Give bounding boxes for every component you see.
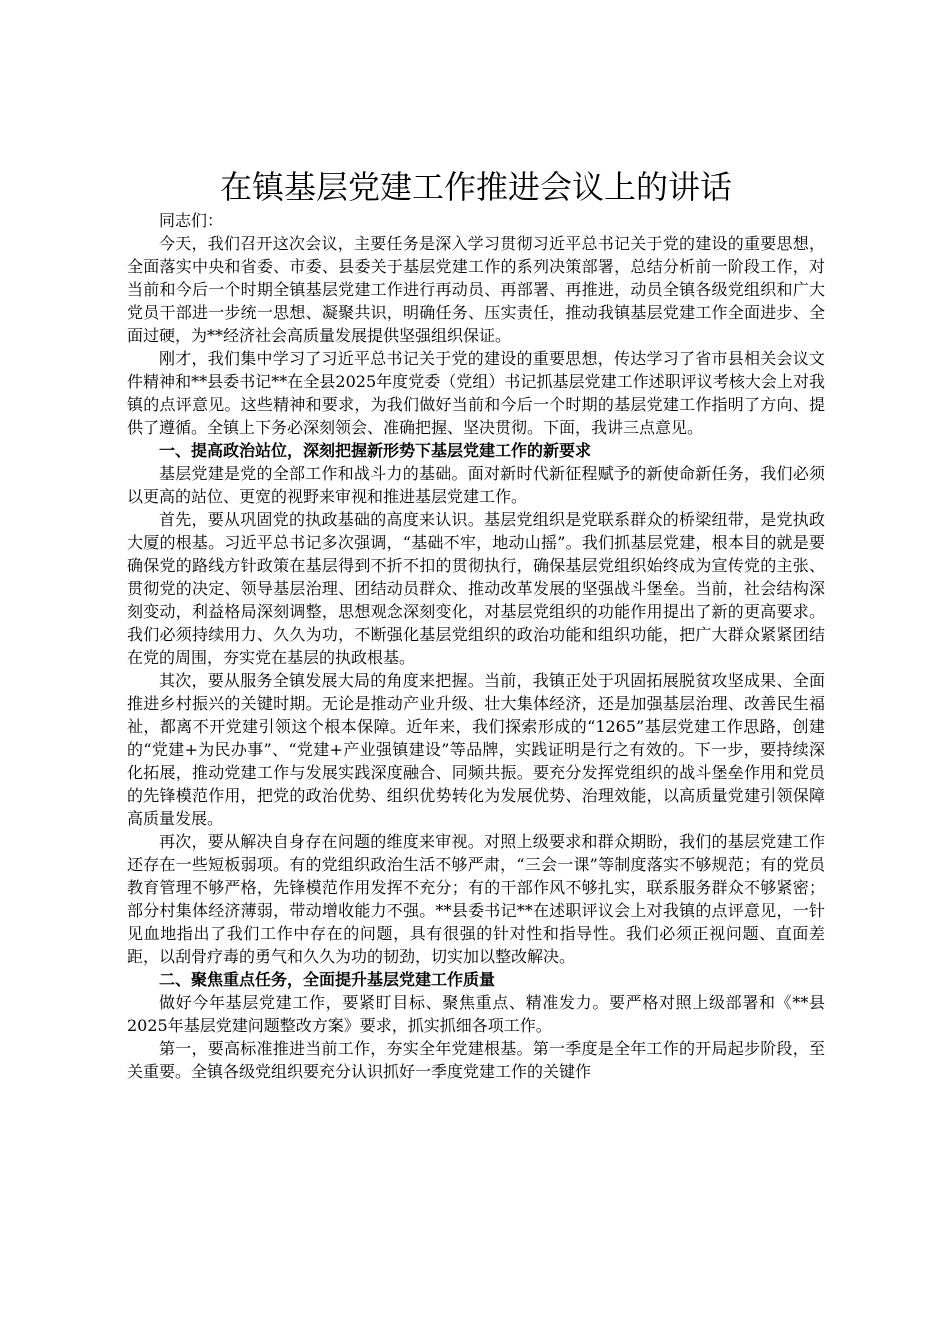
section-2-heading: 二、聚焦重点任务，全面提升基层党建工作质量 — [159, 970, 496, 989]
document-title: 在镇基层党建工作推进会议上的讲话 — [219, 168, 732, 206]
section-2-paragraph-1: 做好今年基层党建工作，要紧盯目标、聚焦重点、精准发力。要严格对照上级部署和《**县2025年基层党建问题整改方案》要求，抓实抓细各项工作。 — [127, 993, 825, 1035]
intro-paragraph-2: 刚才，我们集中学习了习近平总书记关于党的建设的重要思想，传达学习了省市县相关会议文件精神和**县委书记**在全县2025年度党委（党组）书记抓基层党建工作述职评议考核大会上对我镇的点评意见。这些精神和要求，为我们做好当前和今后一个时期的基层党建工作指明了方向、提供了遵循。全镇上下务必深刻领会、准确把握、坚决贯彻。下面，我讲三点意见。 — [127, 349, 825, 437]
section-1-paragraph-4: 再次，要从解决自身存在问题的维度来审视。对照上级要求和群众期盼，我们的基层党建工作还存在一些短板弱项。有的党组织政治生活不够严肃，“三会一课”等制度落实不够规范；有的党员教育管理不够严格，先锋模范作用发挥不充分；有的干部作风不够扎实，联系服务群众不够紧密；部分村集体经济薄弱，带动增收能力不强。**县委书记**在述职评议会上对我镇的点评意见，一针见血地指出了我们工作中存在的问题，具有很强的针对性和指导性。我们必须正视问题、直面差距，以刮骨疗毒的勇气和久久为功的韧劲，切实加以整改解决。 — [127, 832, 825, 966]
salutation: 同志们： — [159, 211, 224, 230]
section-1-paragraph-3: 其次，要从服务全镇发展大局的角度来把握。当前，我镇正处于巩固拓展脱贫攻坚成果、全面推进乡村振兴的关键时期。无论是推动产业升级、壮大集体经济，还是加强基层治理、改善民生福祉，都离不开党建引领这个根本保障。近年来，我们探索形成的“1265”基层党建工作思路，创建的“党建+为民办事”、“党建+产业强镇建设”等品牌，实践证明是行之有效的。下一步，要持续深化拓展，推动党建工作与发展实践深度融合、同频共振。要充分发挥党组织的战斗堡垒作用和党员的先锋模范作用，把党的政治优势、组织优势转化为发展优势、治理效能，以高质量党建引领保障高质量发展。 — [127, 671, 825, 828]
section-1-heading: 一、提高政治站位，深刻把握新形势下基层党建工作的新要求 — [159, 441, 592, 460]
document-page — [127, 165, 825, 1083]
section-2-paragraph-2: 第一，要高标准推进当前工作，夯实全年党建根基。第一季度是全年工作的开局起步阶段，至关重要。全镇各级党组织要充分认识抓好一季度党建工作的关键作 — [127, 1039, 825, 1081]
section-1-paragraph-2: 首先，要从巩固党的执政基础的高度来认识。基层党组织是党联系群众的桥梁纽带，是党执政大厦的根基。习近平总书记多次强调，“基础不牢，地动山摇”。我们抓基层党建，根本目的就是要确保党的路线方针政策在基层得到不折不扣的贯彻执行，确保基层党组织始终成为宣传党的主张、贯彻党的决定、领导基层治理、团结动员群众、推动改革发展的坚强战斗堡垒。当前，社会结构深刻变动，利益格局深刻调整，思想观念深刻变化，对基层党组织的功能作用提出了新的更高要求。我们必须持续用力、久久为功，不断强化基层党组织的政治功能和组织功能，把广大群众紧紧团结在党的周围，夯实党在基层的执政根基。 — [127, 510, 825, 667]
intro-paragraph-1: 今天，我们召开这次会议，主要任务是深入学习贯彻习近平总书记关于党的建设的重要思想，全面落实中央和省委、市委、县委关于基层党建工作的系列决策部署，总结分析前一阶段工作，对当前和今后一个时期全镇基层党建工作进行再动员、再部署、再推进，动员全镇各级党组织和广大党员干部进一步统一思想、凝聚共识，明确任务、压实责任，推动我镇基层党建工作全面进步、全面过硬，为**经济社会高质量发展提供坚强组织保证。 — [127, 234, 825, 345]
section-1-paragraph-1: 基层党建是党的全部工作和战斗力的基础。面对新时代新征程赋予的新使命新任务，我们必须以更高的站位、更宽的视野来审视和推进基层党建工作。 — [127, 464, 825, 506]
